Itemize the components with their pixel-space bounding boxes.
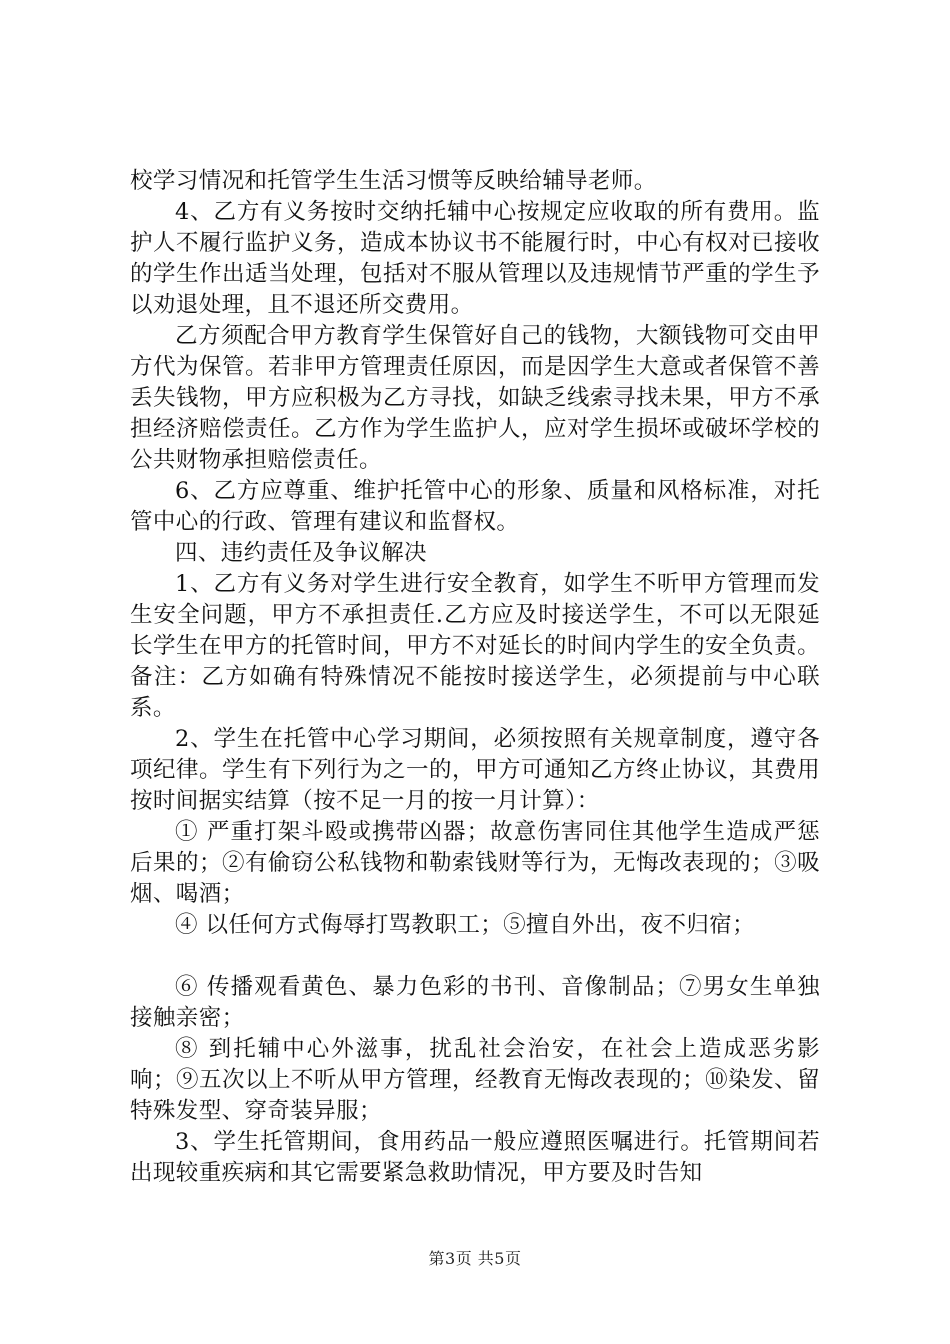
paragraph-continuation: 校学习情况和托管学生生活习惯等反映给辅导老师。 (130, 168, 657, 194)
document-body (130, 166, 820, 1189)
paragraph-breach-2: 2、学生在托管中心学习期间，必须按照有关规章制度，遵守各项纪律。学生有下列行为之一的，甲方可通知乙方终止协议，其费用按时间据实结算（按不足一月的按一月计算）： (130, 726, 820, 814)
paragraph-breach-1: 1、乙方有义务对学生进行安全教育，如学生不听甲方管理而发生安全问题，甲方不承担责任.乙方应及时接送学生，不可以无限延长学生在甲方的托管时间，甲方不对延长的时间内学生的安全负责。备注：乙方如确有特殊情况不能按时接送学生，必须提前与中心联系。 (130, 571, 820, 721)
list-item-violations-6-7: ⑥ 传播观看黄色、暴力色彩的书刊、音像制品；⑦男女生单独接触亲密； (130, 974, 820, 1031)
paragraph-clause-4: 4、乙方有义务按时交纳托辅中心按规定应收取的所有费用。监护人不履行监护义务，造成本协议书不能履行时，中心有权对已接收的学生作出适当处理，包括对不服从管理以及违规情节严重的学生予以劝退处理，且不退还所交费用。 (130, 199, 820, 318)
paragraph-clause-6: 6、乙方应尊重、维护托管中心的形象、质量和风格标准，对托管中心的行政、管理有建议和监督权。 (130, 478, 820, 535)
section-heading-breach: 四、违约责任及争议解决 (175, 540, 427, 566)
paragraph-breach-3: 3、学生托管期间，食用药品一般应遵照医嘱进行。托管期间若出现较重疾病和其它需要紧急救助情况，甲方要及时告知 (130, 1129, 820, 1186)
list-item-violations-8-10: ⑧ 到托辅中心外滋事，扰乱社会治安，在社会上造成恶劣影响；⑨五次以上不听从甲方管理，经教育无悔改表现的；⑩染发、留特殊发型、穿奇装异服； (130, 1036, 820, 1124)
list-item-violations-1-3: ① 严重打架斗殴或携带凶器；故意伤害同住其他学生造成严惩后果的；②有偷窃公私钱物和勒索钱财等行为，无悔改表现的；③吸烟、喝酒； (130, 819, 820, 907)
page-indicator: 第3页 共5页 (428, 1249, 522, 1268)
page-footer (0, 1246, 950, 1269)
paragraph-property-custody: 乙方须配合甲方教育学生保管好自己的钱物，大额钱物可交由甲方代为保管。若非甲方管理责任原因，而是因学生大意或者保管不善丢失钱物，甲方应积极为乙方寻找，如缺乏线索寻找未果，甲方不承担经济赔偿责任。乙方作为学生监护人，应对学生损坏或破坏学校的公共财物承担赔偿责任。 (130, 323, 820, 473)
blank-line (130, 941, 820, 972)
list-item-violations-4-5: ④ 以任何方式侮辱打骂教职工；⑤擅自外出，夜不归宿； (175, 912, 756, 938)
